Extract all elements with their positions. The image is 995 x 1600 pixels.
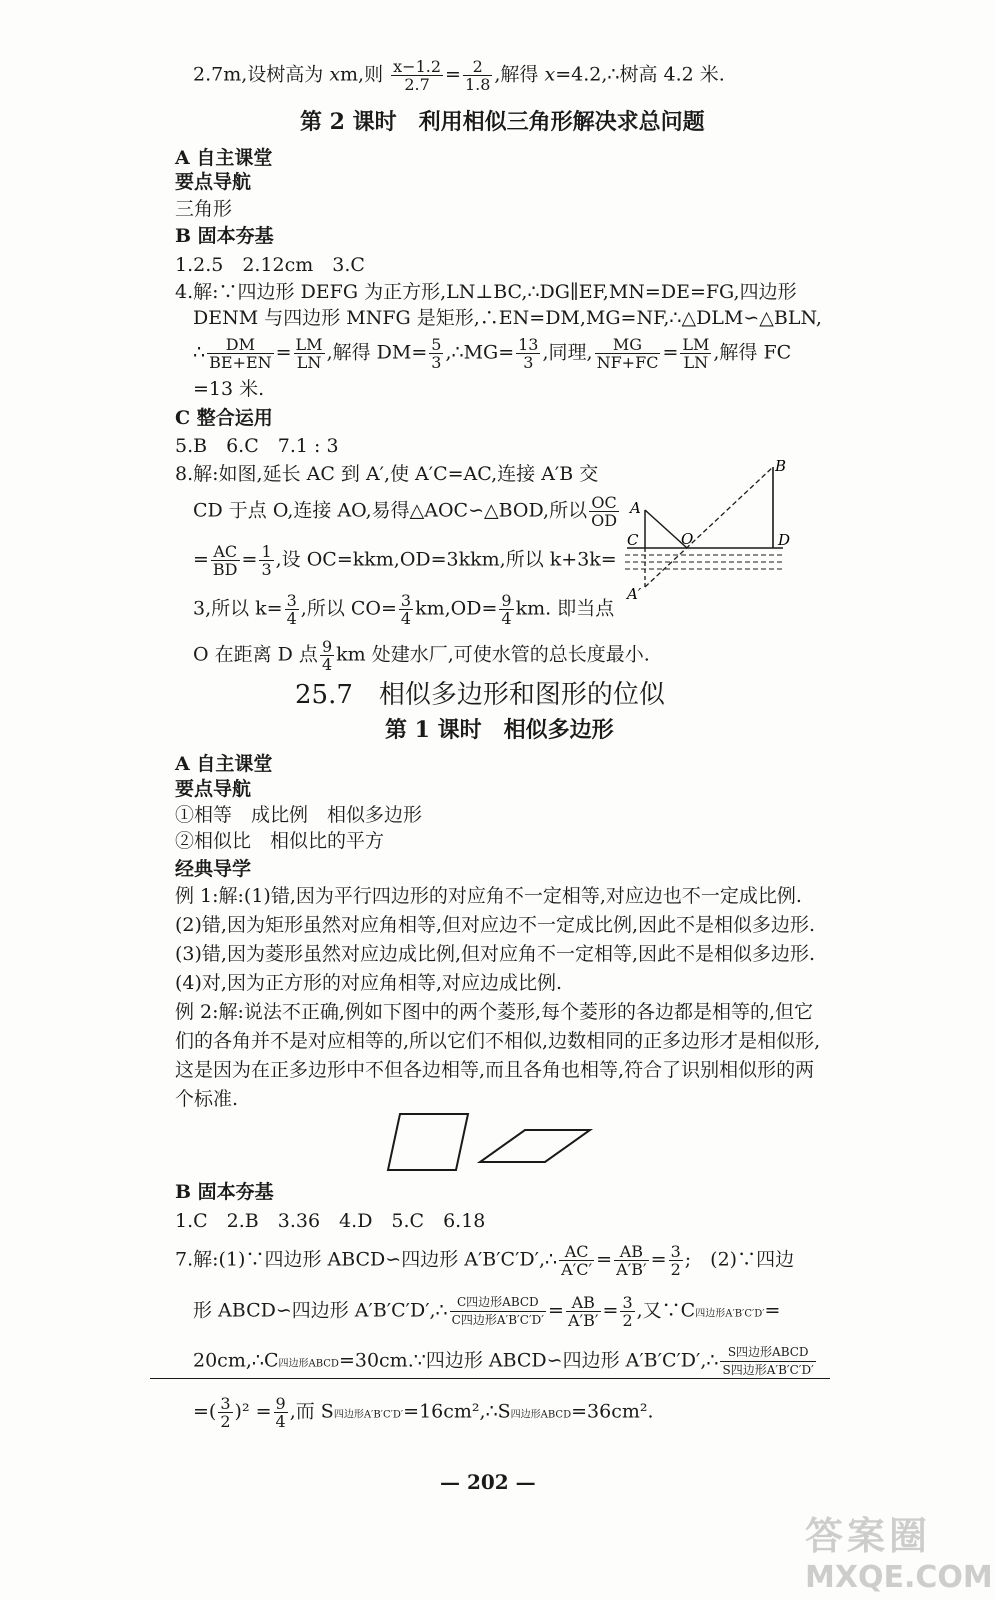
chapter-section-title: 25.7 相似多边形和图形的位似 [295,680,665,710]
rhombus-figure [380,1110,595,1175]
fraction: $\frac{x-1.2}{2.7}$ [393,57,442,94]
watermark-logo: 答案圈 MXQE.COM [805,1514,993,1595]
answer-text: 8.解:如图,延长 AC 到 A′,使 A′C=AC,连接 A′B 交 [175,463,599,485]
subheading: 要点导航 [175,778,252,800]
answer-text: 5.B 6.C 7.1 : 3 [175,435,339,457]
answer-text: 3,所以 k= $\frac{3}{4}$ ,所以 CO= $\frac{3}{4}$ km,OD= $\frac{9}{4}$ km. 即当点 [193,591,615,628]
answer-text: 形 ABCD∽四边形 A′B′C′D′,∴ $\frac{\text{C四边形ABCD}}{\text{C四边形A′B′C′D′}}$ = $\frac{AB}{A'B'}$ = $\frac{3}{2}$ ,又∵C四边形A′B′C′D′= [193,1293,781,1330]
subheading: 要点导航 [175,171,252,193]
section-heading: A 自主课堂 [175,753,273,775]
answer-text: 个标准. [175,1088,239,1110]
answer-text: (3)错,因为菱形虽然对应边成比例,但对应角不一定相等,因此不是相似多边形. [175,943,816,965]
answer-text: 4.解:∵四边形 DEFG 为正方形,LN⊥BC,∴DG∥EF,MN=DE=FG,四边形 [175,281,797,303]
section-heading: B 固本夯基 [175,225,274,247]
label-A: A [630,499,641,517]
page-number: — 202 — [440,1470,536,1494]
answer-text: =( $\frac{3}{2}$ )² = $\frac{9}{4}$ ,而 S四边形A′B′C′D′=16cm²,∴S四边形ABCD=36cm². [193,1394,654,1431]
lesson-title: 第 2 课时 利用相似三角形解决求总问题 [300,109,705,135]
answer-text: (4)对,因为正方形的对应角相等,对应边成比例. [175,972,563,994]
answer-text: (2)错,因为矩形虽然对应角相等,但对应边不一定成比例,因此不是相似多边形. [175,914,816,936]
label-D: D [778,531,791,549]
answer-text: O 在距离 D 点 $\frac{9}{4}$ km 处建水厂,可使水管的总长度最小. [193,637,650,674]
rhombus-tall [388,1114,468,1170]
section-heading: C 整合运用 [175,407,273,429]
answer-text: CD 于点 O,连接 AO,易得△AOC∽△BOD,所以 $\frac{OC}{OD}$ [193,493,618,530]
answer-text: =13 米. [193,378,265,400]
rhombus-flat [480,1130,590,1162]
answer-text: 20cm,∴C四边形ABCD=30cm.∵四边形 ABCD∽四边形 A′B′C′D′,∴ $\frac{\text{S四边形ABCD}}{\text{S四边形A′B′C′D′}}$ [193,1345,814,1377]
answer-text: = $\frac{AC}{BD}$ = $\frac{1}{3}$ ,设 OC=kkm,OD=3kkm,所以 k+3k= [193,542,617,579]
label-A-prime: A′ [627,585,642,603]
label-B: B [775,457,787,475]
section-heading: B 固本夯基 [175,1181,274,1203]
answer-text: 这是因为在正多边形中不但各边相等,而且各角也相等,符合了识别相似形的两 [175,1059,815,1081]
answer-text: 三角形 [175,198,233,220]
geometry-figure [615,455,800,605]
label-O: O [681,530,694,548]
answer-text: ②相似比 相似比的平方 [175,830,385,852]
fraction: $\frac{2}{1.8}$ [464,57,491,94]
divider-line [150,1378,830,1379]
answer-text: ∴ $\frac{DM}{BE+EN}$ = $\frac{LM}{LN}$ ,解得 DM= $\frac{5}{3}$ ,∴MG= $\frac{13}{3}$ ,同理, $\frac{MG}{NF+FC}$ = $\frac{LM}{LN}$ ,解得 FC [193,335,792,372]
answer-text: 1.2.5 2.12cm 3.C [175,254,365,276]
section-heading: A 自主课堂 [175,147,273,169]
answer-text: 1.C 2.B 3.36 4.D 5.C 6.18 [175,1210,486,1232]
answer-text: 例 2:解:说法不正确,例如下图中的两个菱形,每个菱形的各边都是相等的,但它 [175,1001,814,1023]
top-answer-line: 2.7m,设树高为 xm,则 $\frac{x-1.2}{2.7}$ = $\frac{2}{1.8}$ ,解得 x=4.2,∴树高 4.2 米. [193,57,725,94]
answer-text: DENM 与四边形 MNFG 是矩形,∴EN=DM,MG=NF,∴△DLM∽△BLN, [193,307,822,329]
subheading: 经典导学 [175,858,252,880]
answer-text: ①相等 成比例 相似多边形 [175,804,423,826]
river-bank-hatching [625,555,785,569]
lesson-title: 第 1 课时 相似多边形 [385,717,614,743]
answer-text: 例 1:解:(1)错,因为平行四边形的对应角不一定相等,对应边也不一定成比例. [175,885,802,907]
answer-text: 们的各角并不是对应相等的,所以它们不相似,边数相同的正多边形才是相似形, [175,1030,821,1052]
label-C: C [627,531,639,549]
answer-text: 7.解:(1)∵四边形 ABCD∽四边形 A′B′C′D′,∴ $\frac{AC}{A'C'}$ = $\frac{AB}{A'B'}$ = $\frac{3}{2}$ ; (2)∵四边 [175,1242,795,1279]
